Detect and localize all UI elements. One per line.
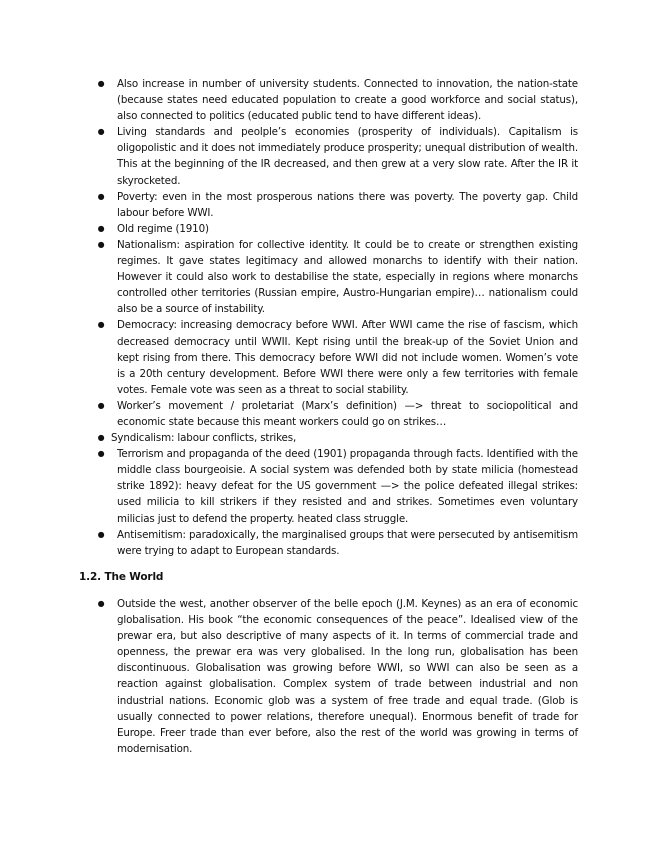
bullet-icon: ●	[97, 449, 105, 459]
list-item-text: Worker’s movement / proletariat (Marx’s definition) —> threat to sociopolitical and economic state because this meant workers could go on strikes…	[117, 399, 578, 428]
list-item-text: Outside the west, another observer of the belle epoch (J.M. Keynes) as an era of economic globalisation. His book “the economic consequences of the peace”. Idealised view of the prewar era, but also descriptive of many aspects of it. In terms of commercial trade and openness, the prewar era was very globalised. In the long run, globalisation has been discontinuous. Globalisation was growing before WWI, so WWI can also be seen as a reaction against globalisation. Complex system of trade between industrial and non industrial nations. Economic glob was a system of free trade and equal trade. (Glob is usually connected to power relations, therefore unequal). Enormous benefit of trade for Europe. Freer trade than ever before, also the rest of the world was growing in terms of modernisation.	[117, 598, 578, 755]
list-item-text: Living standards and peolple’s economies (prosperity of individuals). Capitalism is oligopolistic and it does not immediately produce prosperity; unequal distribution of wealth. This at the beginning of the IR decreased, and then grew at a very slow rate. After the IR it skyrocketed.	[117, 126, 579, 187]
list-item-antisemitism	[0, 527, 655, 559]
bullet-icon: ●	[97, 223, 105, 233]
list-item-poverty	[0, 189, 655, 221]
list-item-globalisation	[0, 596, 655, 757]
bullet-icon: ●	[97, 239, 105, 249]
bullet-icon: ●	[97, 127, 105, 137]
list-item-syndicalism	[0, 430, 655, 446]
bullet-icon: ●	[97, 529, 105, 539]
bullet-icon: ●	[97, 320, 105, 330]
bullet-list-section-1	[0, 76, 655, 559]
list-item-text: Also increase in number of university students. Connected to innovation, the nation-state (because states need educated population to create a good workforce and social status), also connected to politics (educated public tend to have different ideas).	[117, 78, 578, 123]
list-item-text: Old regime (1910)	[117, 222, 209, 235]
list-item-text: Syndicalism: labour conflicts, strikes,	[111, 432, 297, 445]
bullet-icon: ●	[97, 599, 105, 608]
bullet-icon: ●	[97, 400, 105, 410]
section-heading-the-world: 1.2. The World	[79, 571, 164, 583]
list-item-text: Poverty: even in the most prosperous nations there was poverty. The poverty gap. Child labour before WWI.	[117, 190, 578, 219]
bullet-list-section-2	[0, 596, 655, 757]
bullet-icon: ●	[97, 433, 105, 443]
list-item-democracy	[0, 317, 655, 397]
list-item-text: Democracy: increasing democracy before WWI. After WWI came the rise of fascism, which decreased democracy until WWII. Kept rising until the break-up of the Soviet Union and kept rising from there. This democracy before WWI did not include women. Women’s vote is a 20th century development. Before WWI there were only a few territories with female votes. Female vote was seen as a threat to social stability.	[117, 319, 578, 396]
list-item-old-regime	[0, 221, 655, 237]
list-item-text: Nationalism: aspiration for collective identity. It could be to create or strengthen existing regimes. It gave states legitimacy and allowed monarchs to identify with their nation. However it could also work to destabilise the state, especially in regions where monarchs controlled other territories (Russian empire, Austro-Hungarian empire)… nationalism could also be a source of instability.	[117, 238, 578, 316]
list-item-nationalism	[0, 237, 655, 317]
list-item-university-students	[0, 76, 655, 124]
bullet-icon: ●	[97, 191, 105, 201]
list-item-text: Antisemitism: paradoxically, the marginalised groups that were persecuted by antisemitism were trying to adapt to European standards.	[117, 528, 578, 557]
bullet-icon: ●	[97, 79, 105, 88]
list-item-workers-movement	[0, 398, 655, 430]
list-item-text: Terrorism and propaganda of the deed (1901) propaganda through facts. Identified with the middle class bourgeoisie. A social system was defended both by state milicia (homestead strike 1892): heavy defeat for the US government —> the police defeated illegal strikes: used milicia to kill strikers if they resisted and and strikes. Sometimes even voluntary milicias just to defend the property. heated class struggle.	[117, 448, 578, 525]
list-item-terrorism	[0, 446, 655, 526]
list-item-living-standards	[0, 124, 655, 188]
